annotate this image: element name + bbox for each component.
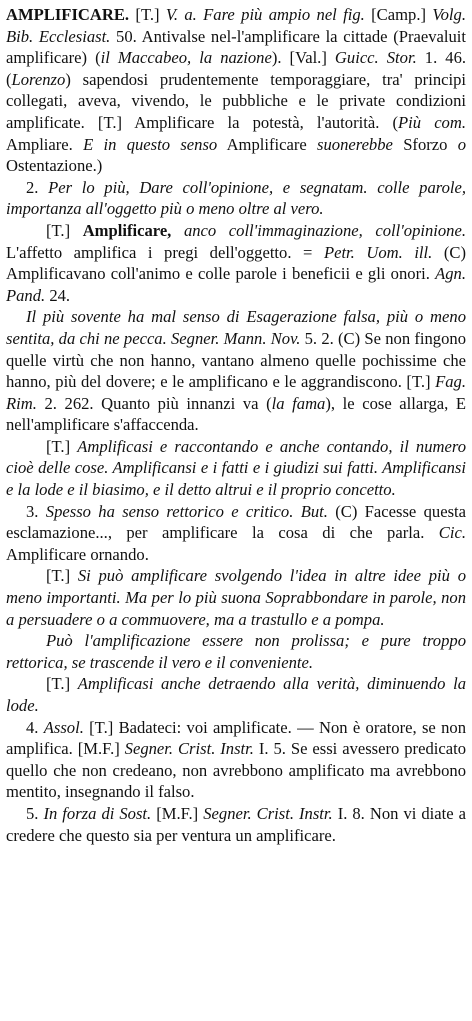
text-run: 3.	[26, 501, 46, 521]
text-run: Più com.	[398, 112, 466, 132]
sense-4-paragraph	[6, 717, 466, 803]
text-run: la fama	[271, 393, 326, 413]
text-run: Ampliare.	[6, 134, 84, 154]
text-run: Per lo più, Dare coll'opinione, e segnatam. colle parole, importanza all'oggetto più o meno oltre al vero.	[6, 177, 466, 219]
text-run: Ostentazione.)	[6, 156, 103, 176]
text-run: [T.]	[46, 220, 83, 240]
text-run: [T.]	[46, 436, 78, 456]
text-run: Volg. Bib. Ecclesiast.	[6, 5, 466, 46]
text-run: V. a. Fare più ampio nel fig.	[165, 5, 365, 24]
text-run: I. 5. Se essi avessero predicato quello che non credeano, non avrebbono amplificato ma avrebbono mentito, insegnando il falso.	[6, 739, 466, 802]
sense-2-esagerazione-paragraph	[6, 306, 466, 436]
text-run: AMPLIFICARE.	[6, 5, 130, 24]
text-run: ). [Val.]	[271, 48, 335, 68]
text-run: E in questo senso	[83, 134, 218, 154]
text-run: 5. 2. (C) Se non fingono quelle virtù che non hanno, vantano almeno quelle pochissime che hanno, più del dovere; e le amplificano e le aggrandiscono. [T.]	[6, 328, 466, 392]
text-run: anco coll'immaginazione, coll'opinione.	[183, 220, 466, 240]
text-run: Il più sovente ha mal senso di Esagerazione falsa, più o meno sentita, da chi ne pecca. Segner. Mann. Nov.	[6, 307, 466, 348]
text-run: Segner. Crist. Instr.	[203, 803, 333, 823]
sense-3-paragraph	[6, 501, 466, 566]
text-run: [Camp.]	[364, 5, 433, 24]
text-run: [T.]	[46, 674, 78, 694]
text-run: Si può amplificare svolgendo l'idea in altre idee più o meno importanti. Ma per lo più suona Soprabbondare in parole, non a persuadere o a commuovere, ma a trastullo e a pompa.	[6, 566, 466, 629]
text-run: Amplificasi e raccontando e anche contando, il numero cioè delle cose. Amplificansi e i fatti e i giudizi sui fatti. Amplificansi e la lode e il biasimo, e il detto altrui e il proprio concetto.	[6, 436, 466, 500]
text-run: [T.]	[129, 5, 166, 24]
text-run: Può l'amplificazione essere non prolissa; e pure troppo rettorica, se trascende il vero e il conveniente.	[6, 631, 466, 672]
text-run: Amplificasi anche detraendo alla verità, diminuendo la lode.	[6, 674, 466, 715]
text-run: ), le cose allarga, E nell'amplificare s'affaccenda.	[6, 393, 467, 435]
text-run: Amplificare	[217, 134, 318, 154]
text-run: Lorenzo	[11, 69, 66, 89]
text-run: ) sapendosi prudentemente temporaggiare, tra' principi collegati, aveva, vivendo, le pubbliche e le private condizioni amplificate. [T.] Amplificare la potestà, l'autorità. (	[6, 69, 466, 132]
text-run: (C) Facesse questa esclamazione..., per amplificare la cosa di che parla.	[6, 501, 467, 543]
sense-3-prolissa-paragraph	[6, 630, 466, 673]
text-run: In forza di Sost.	[43, 803, 152, 823]
text-run: Segner. Crist. Instr.	[124, 739, 254, 759]
text-run: I. 8. Non vi diate a credere che questo sia per ventura un amplificare.	[6, 803, 466, 845]
text-run: [T.]	[46, 566, 78, 586]
text-run: il Maccabeo, la nazione	[100, 48, 272, 68]
text-run: Cic.	[438, 523, 466, 543]
text-run: Guicc. Stor.	[334, 48, 417, 68]
text-run: [T.] Badateci: voi amplificate. — Non è oratore, se non amplifica. [M.F.]	[6, 717, 466, 759]
text-run: 4.	[26, 717, 44, 737]
sense-2-contando-paragraph	[6, 436, 466, 501]
text-run: suonerebbe	[317, 134, 393, 154]
text-run: (C) Amplificavano coll'animo e colle parole i beneficii e gli onori.	[6, 242, 466, 284]
text-run: 50. Antivalse nel-l'amplificare la cittade (Praevaluit amplificare) (	[6, 26, 467, 68]
text-run: 2.	[26, 177, 49, 197]
text-run: 2. 262. Quanto più innanzi va (	[36, 393, 272, 413]
text-run: Sforzo	[392, 134, 458, 154]
text-run: Assol.	[43, 717, 84, 737]
text-run: [M.F.]	[151, 803, 204, 823]
sense-2-paragraph	[6, 177, 466, 220]
text-run: Fag. Rim.	[6, 372, 466, 413]
text-run: Agn. Pand.	[6, 264, 466, 305]
text-run: 24.	[45, 285, 71, 305]
sense-3-svolgendo-paragraph	[6, 565, 466, 630]
text-run: Petr. Uom. ill.	[323, 242, 433, 262]
text-run: Spesso ha senso rettorico e critico. But.	[45, 501, 328, 521]
text-run: o	[457, 134, 467, 154]
text-run: 5.	[26, 803, 44, 823]
text-run: 1. 46. (	[6, 48, 467, 89]
entry-head-paragraph	[6, 4, 466, 177]
sense-2-immaginazione-paragraph	[6, 220, 466, 306]
text-run: Amplificare,	[82, 220, 172, 240]
text-run	[171, 221, 184, 240]
text-run: Amplificare ornando.	[6, 544, 149, 564]
sense-3-detraendo-paragraph	[6, 673, 466, 716]
text-run: L'affetto amplifica i pregi dell'oggetto. =	[6, 242, 324, 262]
sense-5-paragraph	[6, 803, 466, 846]
